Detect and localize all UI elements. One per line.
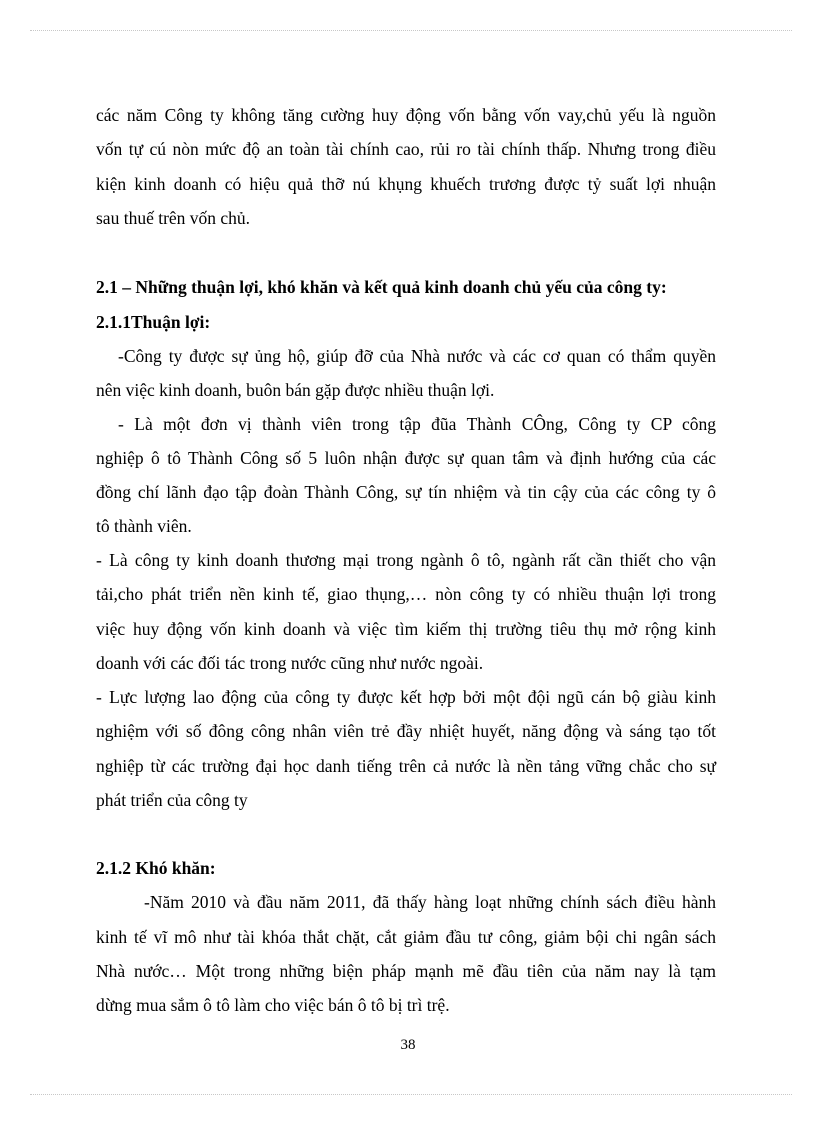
intro-line: sau thuế trên vốn chủ. xyxy=(96,208,251,228)
advantage-line: phát triển của công ty xyxy=(96,790,248,810)
advantage-line: doanh với các đối tác trong nước cũng như nước ngoài. xyxy=(96,653,484,673)
advantage-line: - Là một đơn vị thành viên trong tập đũa Thành CÔng, Công ty CP công xyxy=(118,414,716,434)
advantage-line: đồng chí lãnh đạo tập đoàn Thành Công, sự tín nhiệm và tin cậy của các công ty ô xyxy=(96,482,716,502)
advantage-line: nghiệp từ các trường đại học danh tiếng trên cả nước là nền tảng vững chắc cho sự xyxy=(96,756,716,776)
page-number: 38 xyxy=(400,1037,416,1053)
section-heading-2-1: 2.1 – Những thuận lợi, khó khăn và kết quả kinh doanh chủ yếu của công ty: xyxy=(96,277,667,297)
intro-line: vốn tự cú nòn mức độ an toàn tài chính cao, rủi ro tài chính thấp. Nhưng trong điều xyxy=(96,139,716,159)
section-heading-2-1-1: 2.1.1Thuận lợi: xyxy=(96,312,211,332)
advantage-line: nên việc kinh doanh, buôn bán gặp được nhiều thuận lợi. xyxy=(96,380,495,400)
advantage-line: nghiệm với số đông công nhân viên trẻ đầy nhiệt huyết, năng động và sáng tạo tốt xyxy=(96,721,716,741)
advantage-line: -Công ty được sự ủng hộ, giúp đỡ của Nhà nước và các cơ quan có thẩm quyền xyxy=(118,346,716,366)
intro-line: các năm Công ty không tăng cường huy động vốn bằng vốn vay,chủ yếu là nguồn xyxy=(96,105,716,125)
difficulty-line: kinh tế vĩ mô như tài khóa thắt chặt, cắt giảm đầu tư công, giảm bội chi ngân sách xyxy=(96,927,716,947)
advantage-line: nghiệp ô tô Thành Công số 5 luôn nhận được sự quan tâm và định hướng của các xyxy=(96,448,716,468)
difficulty-line: Nhà nước… Một trong những biện pháp mạnh mẽ đầu tiên của năm nay là tạm xyxy=(96,961,716,981)
advantage-line: - Lực lượng lao động của công ty được kết hợp bởi một đội ngũ cán bộ giàu kinh xyxy=(96,687,716,707)
advantage-line: tải,cho phát triển nền kinh tế, giao thụng,… nòn công ty có nhiều thuận lợi trong xyxy=(96,584,716,604)
difficulty-line: -Năm 2010 và đầu năm 2011, đã thấy hàng loạt những chính sách điều hành xyxy=(144,892,716,912)
difficulty-line: dừng mua sắm ô tô làm cho việc bán ô tô bị trì trệ. xyxy=(96,995,450,1015)
advantage-line: tô thành viên. xyxy=(96,516,192,536)
advantage-line: - Là công ty kinh doanh thương mại trong ngành ô tô, ngành rất cần thiết cho vận xyxy=(96,550,716,570)
intro-line: kiện kinh doanh có hiệu quả thỡ nú khụng khuếch trương được tỷ suất lợi nhuận xyxy=(96,174,716,194)
advantage-line: việc huy động vốn kinh doanh và việc tìm kiếm thị trường tiêu thụ mở rộng kinh xyxy=(96,619,716,639)
section-heading-2-1-2: 2.1.2 Khó khăn: xyxy=(96,858,216,878)
